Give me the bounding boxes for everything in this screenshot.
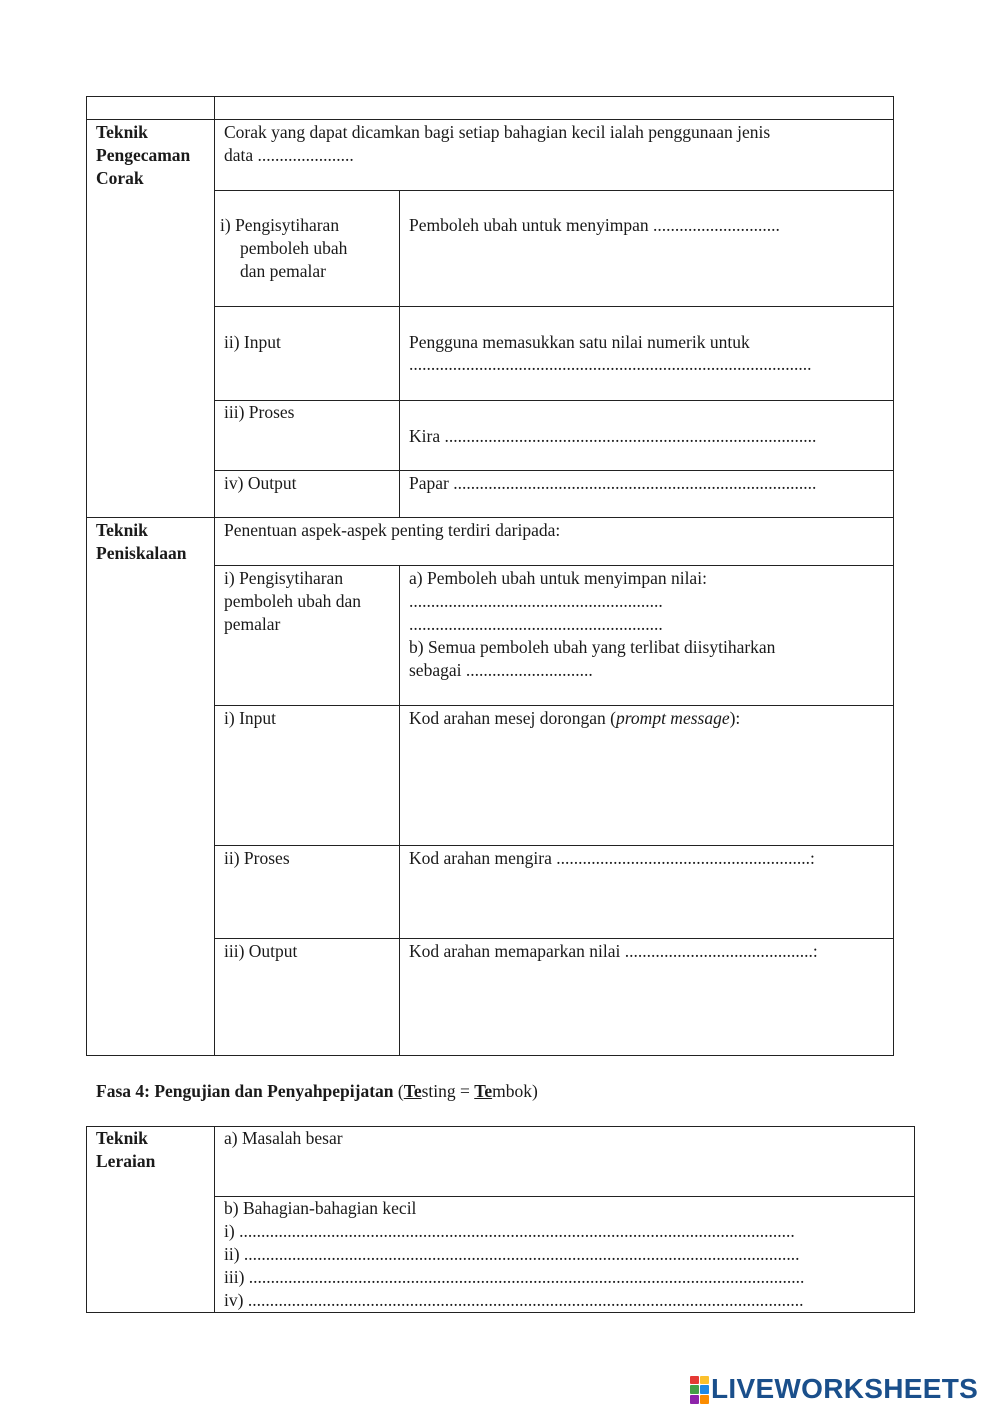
answer-blank[interactable]: i) ...............................................................................................................................: [224, 1221, 795, 1241]
item-content: a) Pemboleh ubah untuk menyimpan nilai:: [409, 568, 707, 588]
table-border: [86, 96, 87, 1056]
item-label: pemalar: [224, 614, 281, 634]
intro-text: Penentuan aspek-aspek penting terdiri daripada:: [224, 520, 561, 540]
row-label-line: Teknik: [96, 122, 148, 142]
answer-blank[interactable]: Pemboleh ubah untuk menyimpan .............................: [409, 215, 780, 235]
table-border: [214, 565, 894, 566]
table-border: [214, 190, 894, 191]
table-border: [214, 705, 894, 706]
logo-square: [700, 1395, 709, 1404]
answer-blank[interactable]: Papar ...................................................................................: [409, 473, 817, 493]
item-content: Kod arahan mesej dorongan (prompt message):: [409, 708, 741, 728]
table-border: [214, 938, 894, 939]
answer-blank[interactable]: Kod arahan mengira ..........................................................:: [409, 848, 815, 868]
item-label: ii) Proses: [224, 848, 290, 868]
logo-square: [700, 1385, 709, 1394]
item-label: ii) Input: [224, 332, 281, 352]
row-label-line: Pengecaman: [96, 145, 191, 165]
table-border: [86, 96, 894, 97]
table-border: [399, 190, 400, 518]
item-label: i) Input: [224, 708, 277, 728]
item-label: iii) Proses: [224, 402, 295, 422]
answer-blank[interactable]: ii) ...............................................................................................................................: [224, 1244, 800, 1264]
answer-blank[interactable]: Kod arahan memaparkan nilai ...........................................:: [409, 941, 818, 961]
table-border: [214, 845, 894, 846]
item-label: dan pemalar: [240, 261, 326, 281]
answer-blank[interactable]: ..........................................................: [409, 614, 663, 634]
item-label: pemboleh ubah: [240, 238, 348, 258]
item-label: i) Pengisytiharan: [224, 568, 344, 588]
table-border: [86, 1126, 915, 1127]
table-border: [893, 96, 894, 1056]
logo-text: LIVEWORKSHEETS: [711, 1373, 979, 1404]
logo-mark-icon: [690, 1376, 708, 1402]
logo-square: [690, 1395, 699, 1404]
row-label-line: Peniskalaan: [96, 543, 187, 563]
row-label-line: Corak: [96, 168, 144, 188]
table-border: [86, 119, 894, 120]
table-border: [86, 1126, 87, 1313]
table-border: [214, 1126, 215, 1313]
intro-blank[interactable]: data ......................: [224, 145, 354, 165]
item-content: b) Bahagian-bahagian kecil: [224, 1198, 417, 1218]
liveworksheets-logo: [690, 1373, 978, 1405]
logo-square: [690, 1376, 699, 1384]
table-border: [214, 96, 215, 1056]
answer-blank[interactable]: Kira .....................................................................................: [409, 426, 817, 446]
logo-square: [690, 1385, 699, 1394]
item-label: iv) Output: [224, 473, 297, 493]
answer-blank[interactable]: iii) ...............................................................................................................................: [224, 1267, 805, 1287]
table-border: [86, 1055, 894, 1056]
table-border: [86, 1312, 915, 1313]
row-label-line: Teknik: [96, 1128, 148, 1148]
answer-blank[interactable]: iv) ...............................................................................................................................: [224, 1290, 804, 1310]
answer-blank[interactable]: ..........................................................: [409, 591, 663, 611]
item-content: a) Masalah besar: [224, 1128, 343, 1148]
item-label: i) Pengisytiharan: [220, 215, 340, 235]
item-label: iii) Output: [224, 941, 298, 961]
item-label: pemboleh ubah dan: [224, 591, 362, 611]
logo-square: [700, 1376, 709, 1384]
row-label-line: Leraian: [96, 1151, 156, 1171]
table-border: [214, 400, 894, 401]
table-border: [399, 565, 400, 1056]
table-border: [214, 306, 894, 307]
intro-text: Corak yang dapat dicamkan bagi setiap bahagian kecil ialah penggunaan jenis: [224, 122, 771, 142]
table-border: [214, 470, 894, 471]
item-content: Pengguna memasukkan satu nilai numerik untuk: [409, 332, 750, 352]
answer-blank[interactable]: sebagai .............................: [409, 660, 593, 680]
table-border: [914, 1126, 915, 1313]
row-label-line: Teknik: [96, 520, 148, 540]
table-border: [86, 517, 894, 518]
answer-blank[interactable]: ............................................................................................: [409, 354, 812, 374]
item-content: b) Semua pemboleh ubah yang terlibat diisytiharkan: [409, 637, 776, 657]
section-heading: Fasa 4: Pengujian dan Penyahpepijatan (Testing = Tembok): [96, 1081, 538, 1101]
